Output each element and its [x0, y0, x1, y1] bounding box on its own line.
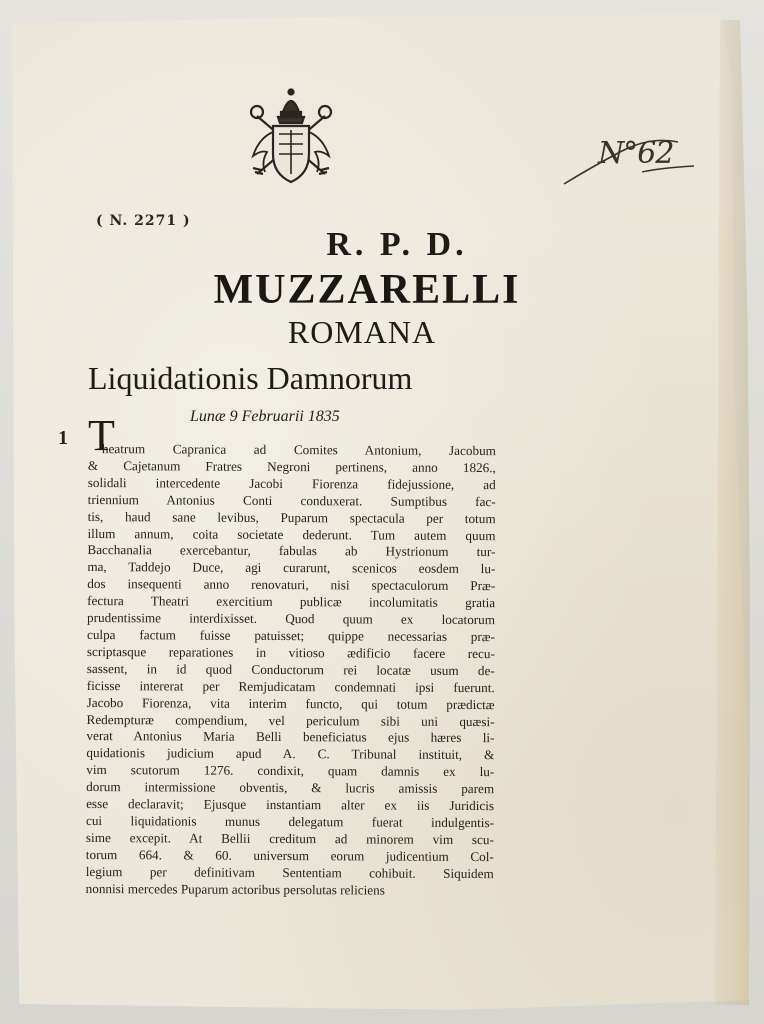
body-line: dos insequenti anno renovaturi, nisi spectaculorum Præ-: [87, 576, 496, 594]
body-line: triennium Antonius Conti conduxerat. Sumptibus fac-: [87, 491, 496, 509]
body-line: legium per definitivam Sententiam cohibuit. Siquidem: [85, 863, 494, 881]
papal-crest-icon: [245, 88, 337, 188]
body-line: verat Antonius Maria Belli beneficiatus ejus hæres li-: [86, 728, 495, 746]
body-line: sassent, in id quod Conductorum rei locatæ usum de-: [86, 660, 495, 678]
body-line: prudentissime interdixisset. Quod quum ex locatorum: [87, 610, 496, 628]
body-paragraph: [86, 441, 496, 900]
body-line: tis, haud sane levibus, Puparum spectacula per totum: [87, 508, 496, 526]
body-line: sime excepit. At Bellii creditum ad minorem vim scu-: [85, 829, 494, 847]
header-name: MUZZARELLI: [213, 267, 521, 313]
body-line: Redempturæ compendium, vel periculum sibi uni quæsi-: [86, 711, 495, 729]
body-line: fectura Theatri exercitium publicæ incolumitatis gratia: [87, 593, 496, 611]
body-line: ma, Taddejo Duce, agi curarunt, scenicos eosdem lu-: [87, 559, 496, 577]
body-line: scriptasque reparationes in vitioso ædificio facere recu-: [86, 643, 495, 662]
header-city: ROMANA: [287, 314, 437, 350]
handwritten-number: N°62: [598, 136, 674, 171]
document-subject: Liquidationis Damnorum: [88, 360, 413, 396]
document-number: ( N. 2271 ): [96, 213, 191, 229]
section-number: 1: [58, 427, 68, 449]
body-line: torum 664. & 60. universum eorum judicentium Col-: [85, 846, 494, 864]
body-line: ficisse intererat per Remjudicatam condemnati ipsi fuerunt.: [86, 677, 495, 695]
body-line: Jacobo Fiorenza, vita interim functo, qui totum prædictæ: [86, 694, 495, 712]
body-line: quidationis judicium apud A. C. Tribunal instituit, &: [86, 745, 495, 763]
body-line: illum annum, coita societate dederunt. Tum autem quum: [87, 525, 496, 543]
body-line: dorum intermissione obventis, & lucris amissis parem: [86, 779, 495, 797]
body-line: culpa factum fuisse patuisset; quippe necessarias præ-: [86, 626, 496, 645]
body-line: esse declaravit; Ejusque instantiam alter ex iis Juridicis: [86, 796, 495, 814]
body-line: nonnisi mercedes Puparum actoribus persolutas reliciens: [85, 880, 385, 898]
body-line: cui liquidationis munus delegatum fuerat indulgentis-: [85, 812, 495, 831]
body-line: & Cajetanum Fratres Negroni pertinens, anno 1826.,: [87, 457, 496, 476]
document-date: Lunæ 9 Februarii 1835: [190, 408, 340, 425]
header-rpd: R. P. D.: [326, 226, 468, 263]
body-line: Bacchanalia exercebantur, fabulas ab Hystrionum tur-: [87, 542, 496, 560]
body-line: solidali intercedente Jacobi Fiorenza fidejussione, ad: [87, 474, 496, 492]
body-line: vim scutorum 1276. condixit, quam damnis ex lu-: [86, 762, 495, 780]
body-line: heatrum Capranica ad Comites Antonium, Jacobum: [101, 441, 496, 459]
drop-cap: T: [88, 411, 115, 460]
